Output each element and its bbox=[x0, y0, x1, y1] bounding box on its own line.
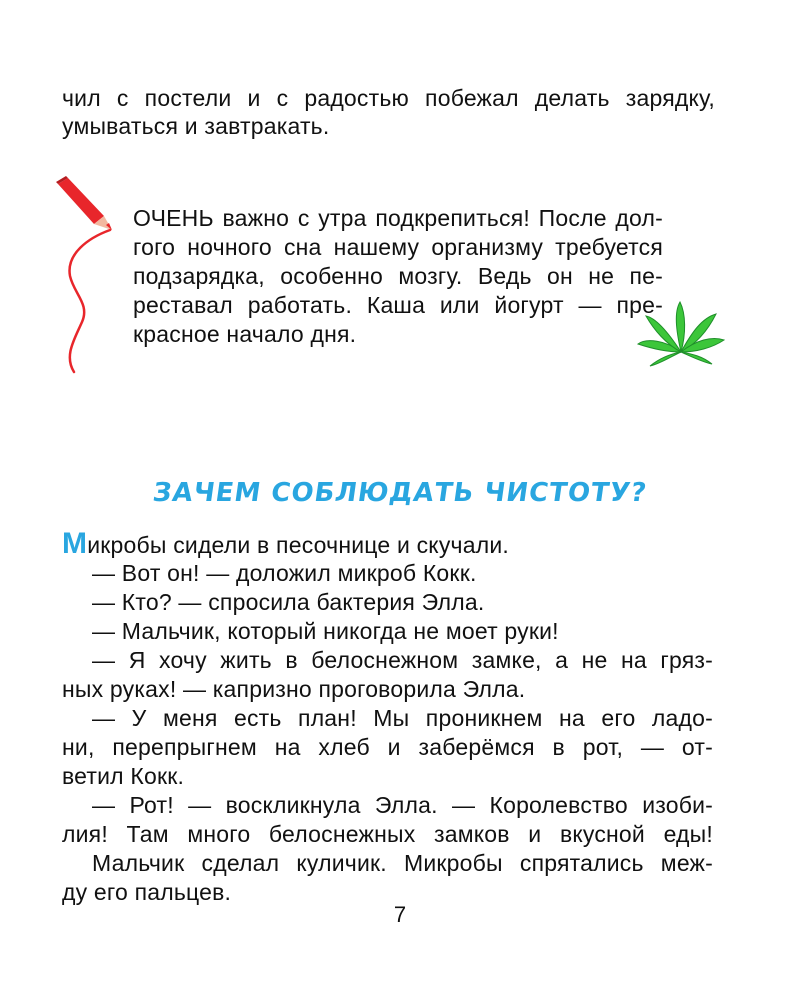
story-line-11: Мальчик сделал куличик. Микробы спрятались меж- bbox=[92, 850, 713, 876]
story-first-line-text: икробы сидели в песочнице и скучали. bbox=[87, 532, 509, 558]
story-first-line bbox=[62, 527, 713, 560]
story-line-4: — Я хочу жить в белоснежном замке, а не на гряз- bbox=[92, 647, 713, 673]
red-pencil-icon bbox=[48, 176, 118, 376]
story-line-1: — Вот он! — доложил микроб Кокк. bbox=[92, 560, 477, 586]
pencil-scribble-line bbox=[70, 230, 110, 372]
note-line-1: ОЧЕНЬ важно с утра подкрепиться! После дол- bbox=[133, 205, 663, 231]
note-line-2: гого ночного сна нашему организму требуется bbox=[133, 234, 663, 260]
note-line-5: красное начало дня. bbox=[133, 321, 357, 347]
story-line-7: ни, перепрыгнем на хлеб и заберёмся в рот, — от- bbox=[62, 734, 713, 760]
story-line-3: — Мальчик, который никогда не моет руки! bbox=[92, 618, 559, 644]
story-line-8: ветил Кокк. bbox=[62, 763, 185, 789]
intro-line-2: умываться и завтракать. bbox=[62, 113, 330, 139]
note-line-4: реставал работать. Каша или йогурт — пре- bbox=[133, 292, 663, 318]
story-line-2: — Кто? — спросила бактерия Элла. bbox=[92, 589, 485, 615]
story-line-5: ных руках! — капризно проговорила Элла. bbox=[62, 676, 526, 702]
story-line-9: — Рот! — воскликнула Элла. — Королевство изоби- bbox=[92, 792, 713, 818]
pencil-body bbox=[56, 176, 112, 230]
note-line-3: подзарядка, особенно мозгу. Ведь он не пе- bbox=[133, 263, 663, 289]
page-number: 7 bbox=[393, 902, 407, 927]
story-line-12: ду его пальцев. bbox=[62, 879, 232, 905]
section-heading: ЗАЧЕМ СОБЛЮДАТЬ ЧИСТОТУ? bbox=[150, 478, 650, 508]
intro-line-1: чил с постели и с радостью побежал делать зарядку, bbox=[62, 85, 715, 111]
drop-cap: М bbox=[62, 527, 88, 560]
green-leaf-icon bbox=[636, 300, 726, 370]
story-line-10: лия! Там много белоснежных замков и вкусной еды! bbox=[62, 821, 713, 847]
story-line-6: — У меня есть план! Мы проникнем на его ладо- bbox=[92, 705, 713, 731]
